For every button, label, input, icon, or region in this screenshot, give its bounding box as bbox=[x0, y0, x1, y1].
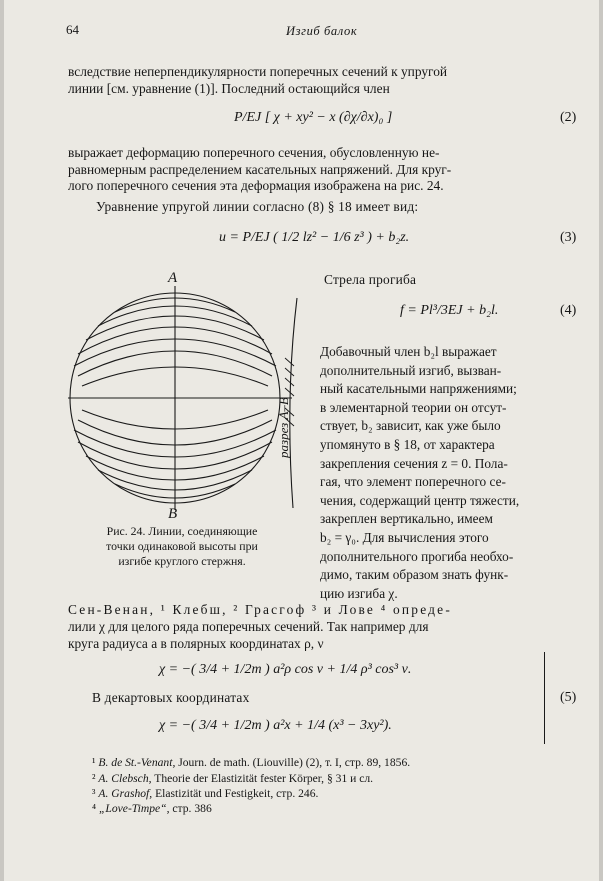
footnote-author: B. de St.-Venant, bbox=[98, 756, 176, 769]
equation-2: P/EJ [ χ + xy² − x (∂χ/∂x)₀ ] bbox=[234, 110, 393, 125]
equation-5a: χ = −( 3/4 + 1/2m ) a²ρ cos ν + 1/4 ρ³ cos³ ν. bbox=[159, 662, 412, 677]
footnote-mark: ¹ bbox=[92, 756, 96, 769]
deflection-label: Стрела прогиба bbox=[324, 272, 417, 287]
text-line: в элементарной теории он отсут- bbox=[320, 399, 507, 415]
text-line: Сен-Венан, ¹ Клебш, ² Грасгоф ³ и Лове ⁴ опреде- bbox=[68, 602, 452, 617]
text-line: Добавочный член b₂l выражает bbox=[320, 344, 497, 359]
equation-5-bracket bbox=[544, 652, 545, 744]
equation-4-number: (4) bbox=[560, 303, 577, 318]
text-line: выражает деформацию поперечного сечения, обусловленную не- bbox=[68, 145, 440, 160]
cartesian-label: В декартовых координатах bbox=[92, 690, 250, 705]
label-b: B bbox=[168, 506, 178, 518]
equation-4: f = Pl³/3EJ + b₂l. bbox=[400, 303, 499, 318]
text-line: чения, содержащий центр тяжести, bbox=[320, 492, 520, 508]
paragraph-1 bbox=[68, 64, 582, 97]
text-line: упомянуто в § 18, от характера bbox=[320, 436, 495, 452]
paragraph-4 bbox=[68, 601, 582, 653]
text-line: ствует, b₂ зависит, как уже было bbox=[320, 418, 501, 434]
figure-caption bbox=[62, 524, 302, 569]
footnote-author: „Love-Timpe“, bbox=[98, 802, 170, 815]
text-line: дополнительный изгиб, вызван- bbox=[320, 362, 502, 378]
text-line: закреплен вертикально, имеем bbox=[320, 511, 493, 527]
footnote-mark: ³ bbox=[92, 787, 96, 800]
equation-5b: χ = −( 3/4 + 1/2m ) a²x + 1/4 (x³ − 3xy²). bbox=[159, 718, 392, 733]
equation-3: u = P/EJ ( 1/2 lz² − 1/6 z³ ) + b₂z. bbox=[219, 230, 410, 245]
footnote-text: Theorie der Elastizität fester Körper, § 31 и сл. bbox=[154, 772, 374, 785]
footnote-mark: ⁴ bbox=[92, 802, 97, 815]
footnote-author: A. Grashof, bbox=[98, 787, 153, 800]
caption-line: точки одинаковой высоты при bbox=[106, 539, 258, 553]
label-a: A bbox=[168, 270, 178, 286]
footnote-text: Elastizität und Festigkeit, стр. 246. bbox=[155, 787, 319, 800]
footnote-1 bbox=[92, 756, 410, 769]
footnote-mark: ² bbox=[92, 772, 96, 785]
text-line: гая, что элемент поперечного се- bbox=[320, 474, 506, 490]
page-number: 64 bbox=[66, 22, 79, 37]
right-column-text bbox=[320, 343, 582, 603]
text-line: b₂ = γ₀. Для вычисления этого bbox=[320, 529, 489, 545]
text-line: равномерным распределением касательных напряжений. Для круг- bbox=[68, 161, 452, 177]
text-line: димо, таким образом знать функ- bbox=[320, 567, 509, 583]
equation-3-number: (3) bbox=[560, 230, 577, 245]
equation-2-number: (2) bbox=[560, 110, 577, 125]
text-line: лили χ для целого ряда поперечных сечений. Так например для bbox=[68, 619, 429, 635]
footnote-text: стр. 386 bbox=[172, 802, 212, 815]
paragraph-3: Уравнение упругой линии согласно (8) § 18 имеет вид: bbox=[96, 199, 419, 214]
book-page bbox=[4, 0, 599, 881]
footnote-4 bbox=[92, 802, 212, 815]
footnote-3 bbox=[92, 787, 318, 800]
running-title: Изгиб балок bbox=[286, 24, 358, 38]
text-line: круга радиуса a в полярных координатах ρ, ν bbox=[68, 636, 324, 652]
text-line: вследствие неперпендикулярности поперечных сечений к упругой bbox=[68, 64, 448, 79]
footnote-author: A. Clebsch, bbox=[98, 772, 152, 785]
text-line: линии [см. уравнение (1)]. Последний остающийся член bbox=[68, 80, 390, 96]
text-line: ный касательными напряжениями; bbox=[320, 381, 517, 397]
text-line: закрепления сечения z = 0. Пола- bbox=[320, 455, 508, 471]
footnote-2 bbox=[92, 772, 373, 785]
section-label: разрез A–B bbox=[276, 397, 291, 458]
paragraph-2 bbox=[68, 145, 582, 195]
figure-24 bbox=[60, 268, 310, 518]
text-line: лого поперечного сечения эта деформация изображена на рис. 24. bbox=[68, 178, 444, 194]
text-line: дополнительного прогиба необхо- bbox=[320, 548, 514, 564]
text-line: цию изгиба χ. bbox=[320, 585, 398, 601]
equation-5-number: (5) bbox=[560, 690, 577, 705]
footnote-text: Journ. de math. (Liouville) (2), т. I, стр. 89, 1856. bbox=[178, 756, 411, 769]
caption-line: Рис. 24. Линии, соединяющие bbox=[106, 524, 258, 538]
caption-line: изгибе круглого стержня. bbox=[118, 554, 246, 568]
